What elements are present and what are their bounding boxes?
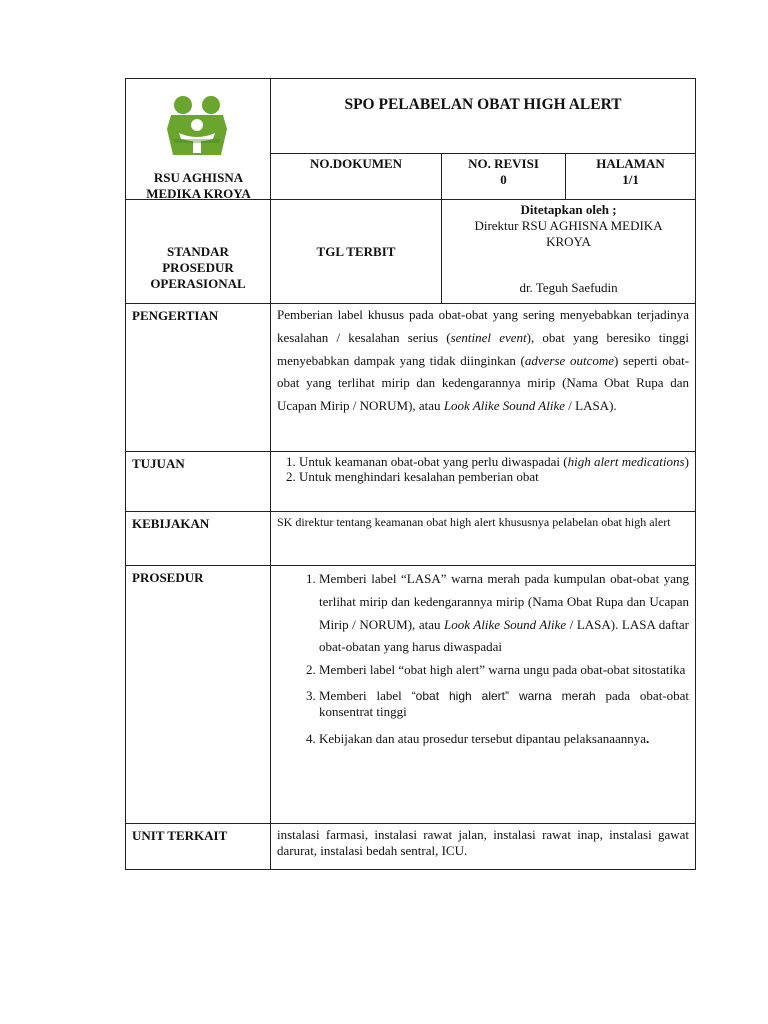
hospital-logo: [161, 93, 233, 169]
prosedur-item-4: 4. Kebijakan dan atau prosedur tersebut dipantau pelaksanaannya.: [319, 728, 689, 751]
org-name: RSU AGHISNA MEDIKA KROYA: [146, 170, 251, 201]
prosedur-item-1: 1. Memberi label “LASA” warna merah pada kumpulan obat-obat yang terlihat mirip dan kedengarannya mirip (Nama Obat Rupa dan Ucapan Mirip / NORUM), atau Look Alike Sound Alike / LASA). LASA daftar obat-obatan yang harus diwaspadai: [319, 568, 689, 659]
tujuan-label: TUJUAN: [126, 452, 271, 512]
tujuan-item-2: 2. Untuk menghindari kesalahan pemberian obat: [299, 469, 689, 484]
spo-label: STANDAR PROSEDUR OPERASIONAL: [126, 200, 271, 304]
no-dokumen-label: NO.DOKUMEN: [271, 154, 442, 200]
unit-terkait-label: UNIT TERKAIT: [126, 824, 271, 870]
prosedur-label: PROSEDUR: [126, 566, 271, 824]
signer-name: dr. Teguh Saefudin: [519, 280, 618, 295]
halaman-cell: HALAMAN 1/1: [566, 154, 696, 200]
tujuan-list: [271, 452, 696, 512]
tgl-terbit-label: TGL TERBIT: [271, 200, 442, 304]
spo-document: [125, 78, 695, 870]
no-revisi-cell: NO. REVISI 0: [442, 154, 566, 200]
prosedur-list: [271, 566, 696, 824]
pengertian-text: Pemberian label khusus pada obat-obat yang sering menyebabkan terjadinya kesalahan / kesalahan serius (sentinel event), obat yang beresiko tinggi menyebabkan dampak yang tidak diinginkan (adverse outcome) seperti obat-obat yang terlihat mirip dan kedengarannya mirip (Nama Obat Rupa dan Ucapan Mirip / NORUM), atau Look Alike Sound Alike / LASA).: [271, 304, 696, 452]
unit-terkait-text: instalasi farmasi, instalasi rawat jalan, instalasi rawat inap, instalasi gawat darurat, instalasi bedah sentral, ICU.: [271, 824, 696, 870]
prosedur-item-3: 3. Memberi label “obat high alert” warna merah pada obat-obat konsentrat tinggi: [319, 688, 689, 720]
logo-cell: [126, 79, 271, 200]
document-title: SPO PELABELAN OBAT HIGH ALERT: [271, 79, 696, 154]
spo-table: [125, 78, 696, 870]
prosedur-item-2: 2. Memberi label “obat high alert” warna ungu pada obat-obat sitostatika: [319, 659, 689, 682]
kebijakan-label: KEBIJAKAN: [126, 512, 271, 566]
kebijakan-text: SK direktur tentang keamanan obat high alert khususnya pelabelan obat high alert: [271, 512, 696, 566]
pengertian-label: PENGERTIAN: [126, 304, 271, 452]
ditetapkan-cell: Ditetapkan oleh ; Direktur RSU AGHISNA MEDIKA KROYA dr. Teguh Saefudin: [442, 200, 696, 304]
tujuan-item-1: 1. Untuk keamanan obat-obat yang perlu diwaspadai (high alert medications): [299, 454, 689, 469]
